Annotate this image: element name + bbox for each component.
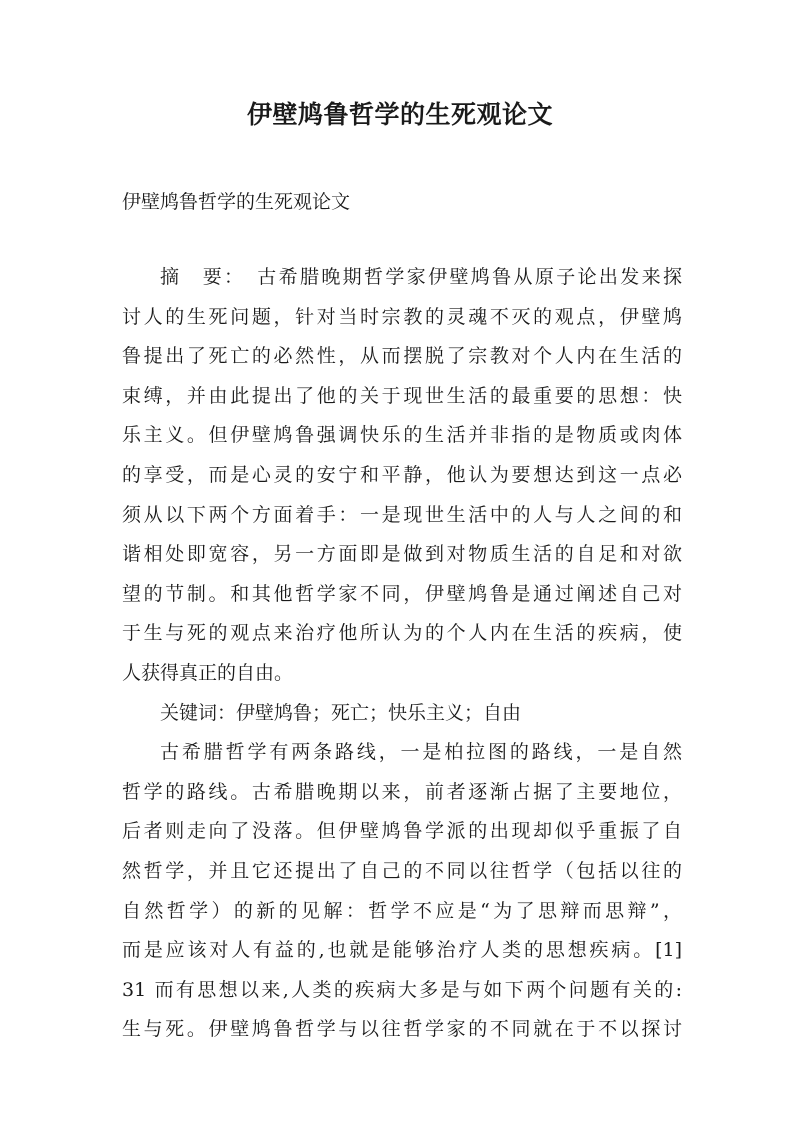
abstract-line: 于生与死的观点来治疗他所认为的个人内在生活的疾病，使 xyxy=(122,622,682,645)
paragraph-line: 后者则走向了没落。但伊壁鸠鲁学派的出现却似乎重振了自 xyxy=(122,820,682,843)
paragraph-line: 生与死。伊壁鸠鲁哲学与以往哲学家的不同就在于不以探讨 xyxy=(122,1018,682,1041)
abstract-line: 鲁提出了死亡的必然性，从而摆脱了宗教对个人内在生活的 xyxy=(122,345,682,368)
abstract-line: 乐主义。但伊壁鸠鲁强调快乐的生活并非指的是物质或肉体 xyxy=(122,424,682,447)
paragraph-line: 然哲学，并且它还提出了自己的不同以往哲学（包括以往的 xyxy=(122,859,682,882)
document-body xyxy=(122,258,682,1050)
keywords-line: 关键词：伊壁鸠鲁；死亡；快乐主义；自由 xyxy=(160,701,522,724)
paragraph-line: 古希腊哲学有两条路线，一是柏拉图的路线，一是自然 xyxy=(160,741,682,764)
abstract-line: 束缚，并由此提出了他的关于现世生活的最重要的思想：快 xyxy=(122,384,682,407)
abstract-line: 摘 要： 古希腊晚期哲学家伊壁鸠鲁从原子论出发来探 xyxy=(160,266,682,288)
paragraph-line: 哲学的路线。古希腊晚期以来，前者逐渐占据了主要地位， xyxy=(122,780,682,803)
abstract-line: 讨人的生死问题，针对当时宗教的灵魂不灭的观点，伊壁鸠 xyxy=(122,305,682,328)
paragraph-line: 31 而有思想以来,人类的疾病大多是与如下两个问题有关的: xyxy=(122,978,682,1001)
abstract-line: 望的节制。和其他哲学家不同，伊壁鸠鲁是通过阐述自己对 xyxy=(122,582,682,605)
abstract-line: 的享受，而是心灵的安宁和平静，他认为要想达到这一点必 xyxy=(122,463,682,486)
abstract-line: 人获得真正的自由。 xyxy=(122,661,294,684)
abstract-line: 须从以下两个方面着手：一是现世生活中的人与人之间的和 xyxy=(122,503,682,526)
document-title: 伊壁鸠鲁哲学的生死观论文 xyxy=(246,100,553,129)
document-subtitle: 伊壁鸠鲁哲学的生死观论文 xyxy=(122,191,351,213)
paragraph-line: 自然哲学）的新的见解：哲学不应是“为了思辩而思辩”， xyxy=(122,899,682,922)
paragraph-line: 而是应该对人有益的,也就是能够治疗人类的思想疾病。[1] xyxy=(122,939,682,962)
abstract-line: 谐相处即宽容，另一方面即是做到对物质生活的自足和对欲 xyxy=(122,543,682,566)
